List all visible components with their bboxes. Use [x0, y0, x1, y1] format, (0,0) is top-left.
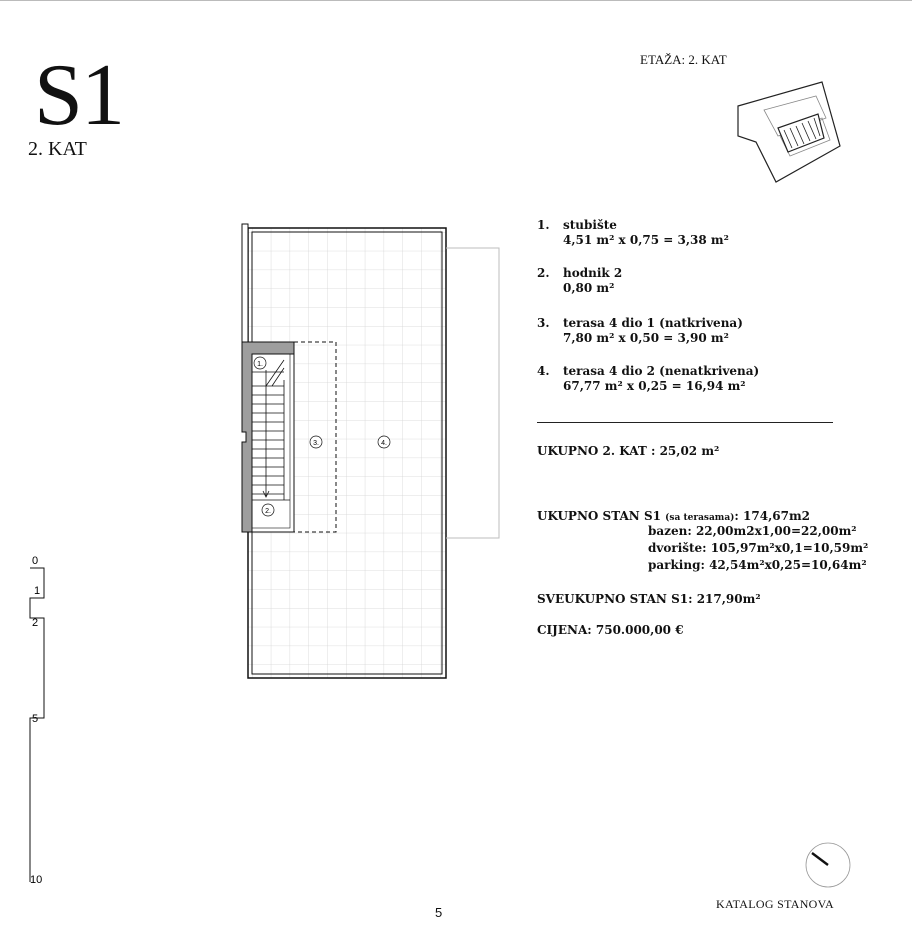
- dvoriste-line: dvorište: 105,97m²x0,1=10,59m²: [648, 541, 869, 555]
- unit-total-value: : 174,67m2: [734, 509, 811, 523]
- legend-value: 7,80 m² x 0,50 = 3,90 m²: [563, 331, 729, 345]
- left-wall-upper: [242, 224, 248, 342]
- scale-label-5: 5: [32, 713, 39, 725]
- floor-total: UKUPNO 2. KAT : 25,02 m²: [537, 444, 720, 458]
- unit-total: [537, 509, 810, 523]
- svg-text:2.: 2.: [265, 508, 271, 515]
- scale-label-0: 0: [32, 555, 39, 567]
- page-number: 5: [435, 905, 443, 920]
- bazen-line: bazen: 22,00m2x1,00=22,00m²: [648, 524, 857, 538]
- top-border-line: [0, 0, 912, 1]
- legend-item-hodnik: [537, 266, 622, 296]
- plan-marker-1: [254, 357, 266, 369]
- parking-line: parking: 42,54m²x0,25=10,64m²: [648, 558, 867, 572]
- floor-subtitle: 2. KAT: [28, 138, 87, 160]
- legend-num: 4.: [537, 364, 550, 378]
- plan-marker-2: [262, 504, 274, 516]
- svg-text:4.: 4.: [381, 440, 387, 447]
- key-plan-map: [730, 78, 850, 188]
- catalog-label: KATALOG STANOVA: [716, 897, 835, 911]
- legend-divider: [537, 422, 833, 423]
- stair-enclosure: [252, 354, 294, 532]
- scale-label-2: 2: [32, 617, 39, 629]
- legend-name: hodnik 2: [563, 266, 623, 280]
- floor-scale-bar: [28, 550, 68, 890]
- grand-total: SVEUKUPNO STAN S1: 217,90m²: [537, 592, 761, 606]
- svg-text:3.: 3.: [313, 440, 319, 447]
- legend-name: terasa 4 dio 1 (natkrivena): [563, 316, 743, 330]
- etaza-label: ETAŽA: 2. KAT: [640, 52, 727, 67]
- plan-marker-3: [310, 436, 322, 448]
- legend-name: terasa 4 dio 2 (nenatkrivena): [563, 364, 760, 378]
- legend-item-terasa-natkrivena: [537, 316, 743, 346]
- legend-item-terasa-nenatkrivena: [537, 364, 759, 394]
- unit-total-note: (sa terasama): [665, 513, 735, 523]
- legend-value: 0,80 m²: [563, 281, 615, 295]
- price: CIJENA: 750.000,00 €: [537, 623, 684, 637]
- legend-item-stubiste: [537, 218, 729, 248]
- unit-code-title: S1: [34, 47, 123, 144]
- legend-name: stubište: [563, 218, 617, 232]
- legend-num: 2.: [537, 266, 550, 280]
- legend-value: 4,51 m² x 0,75 = 3,38 m²: [563, 233, 729, 247]
- scale-label-1: 1: [34, 585, 41, 597]
- legend-num: 1.: [537, 218, 550, 232]
- legend-num: 3.: [537, 316, 550, 330]
- floor-plan: [236, 220, 506, 686]
- legend-value: 67,77 m² x 0,25 = 16,94 m²: [563, 379, 746, 393]
- svg-text:1.: 1.: [257, 361, 263, 368]
- roof-outline: [446, 248, 499, 538]
- unit-total-label: UKUPNO STAN S1: [537, 509, 661, 523]
- north-arrow-icon: [802, 839, 854, 891]
- scale-label-10: 10: [30, 874, 43, 886]
- plan-marker-4: [378, 436, 390, 448]
